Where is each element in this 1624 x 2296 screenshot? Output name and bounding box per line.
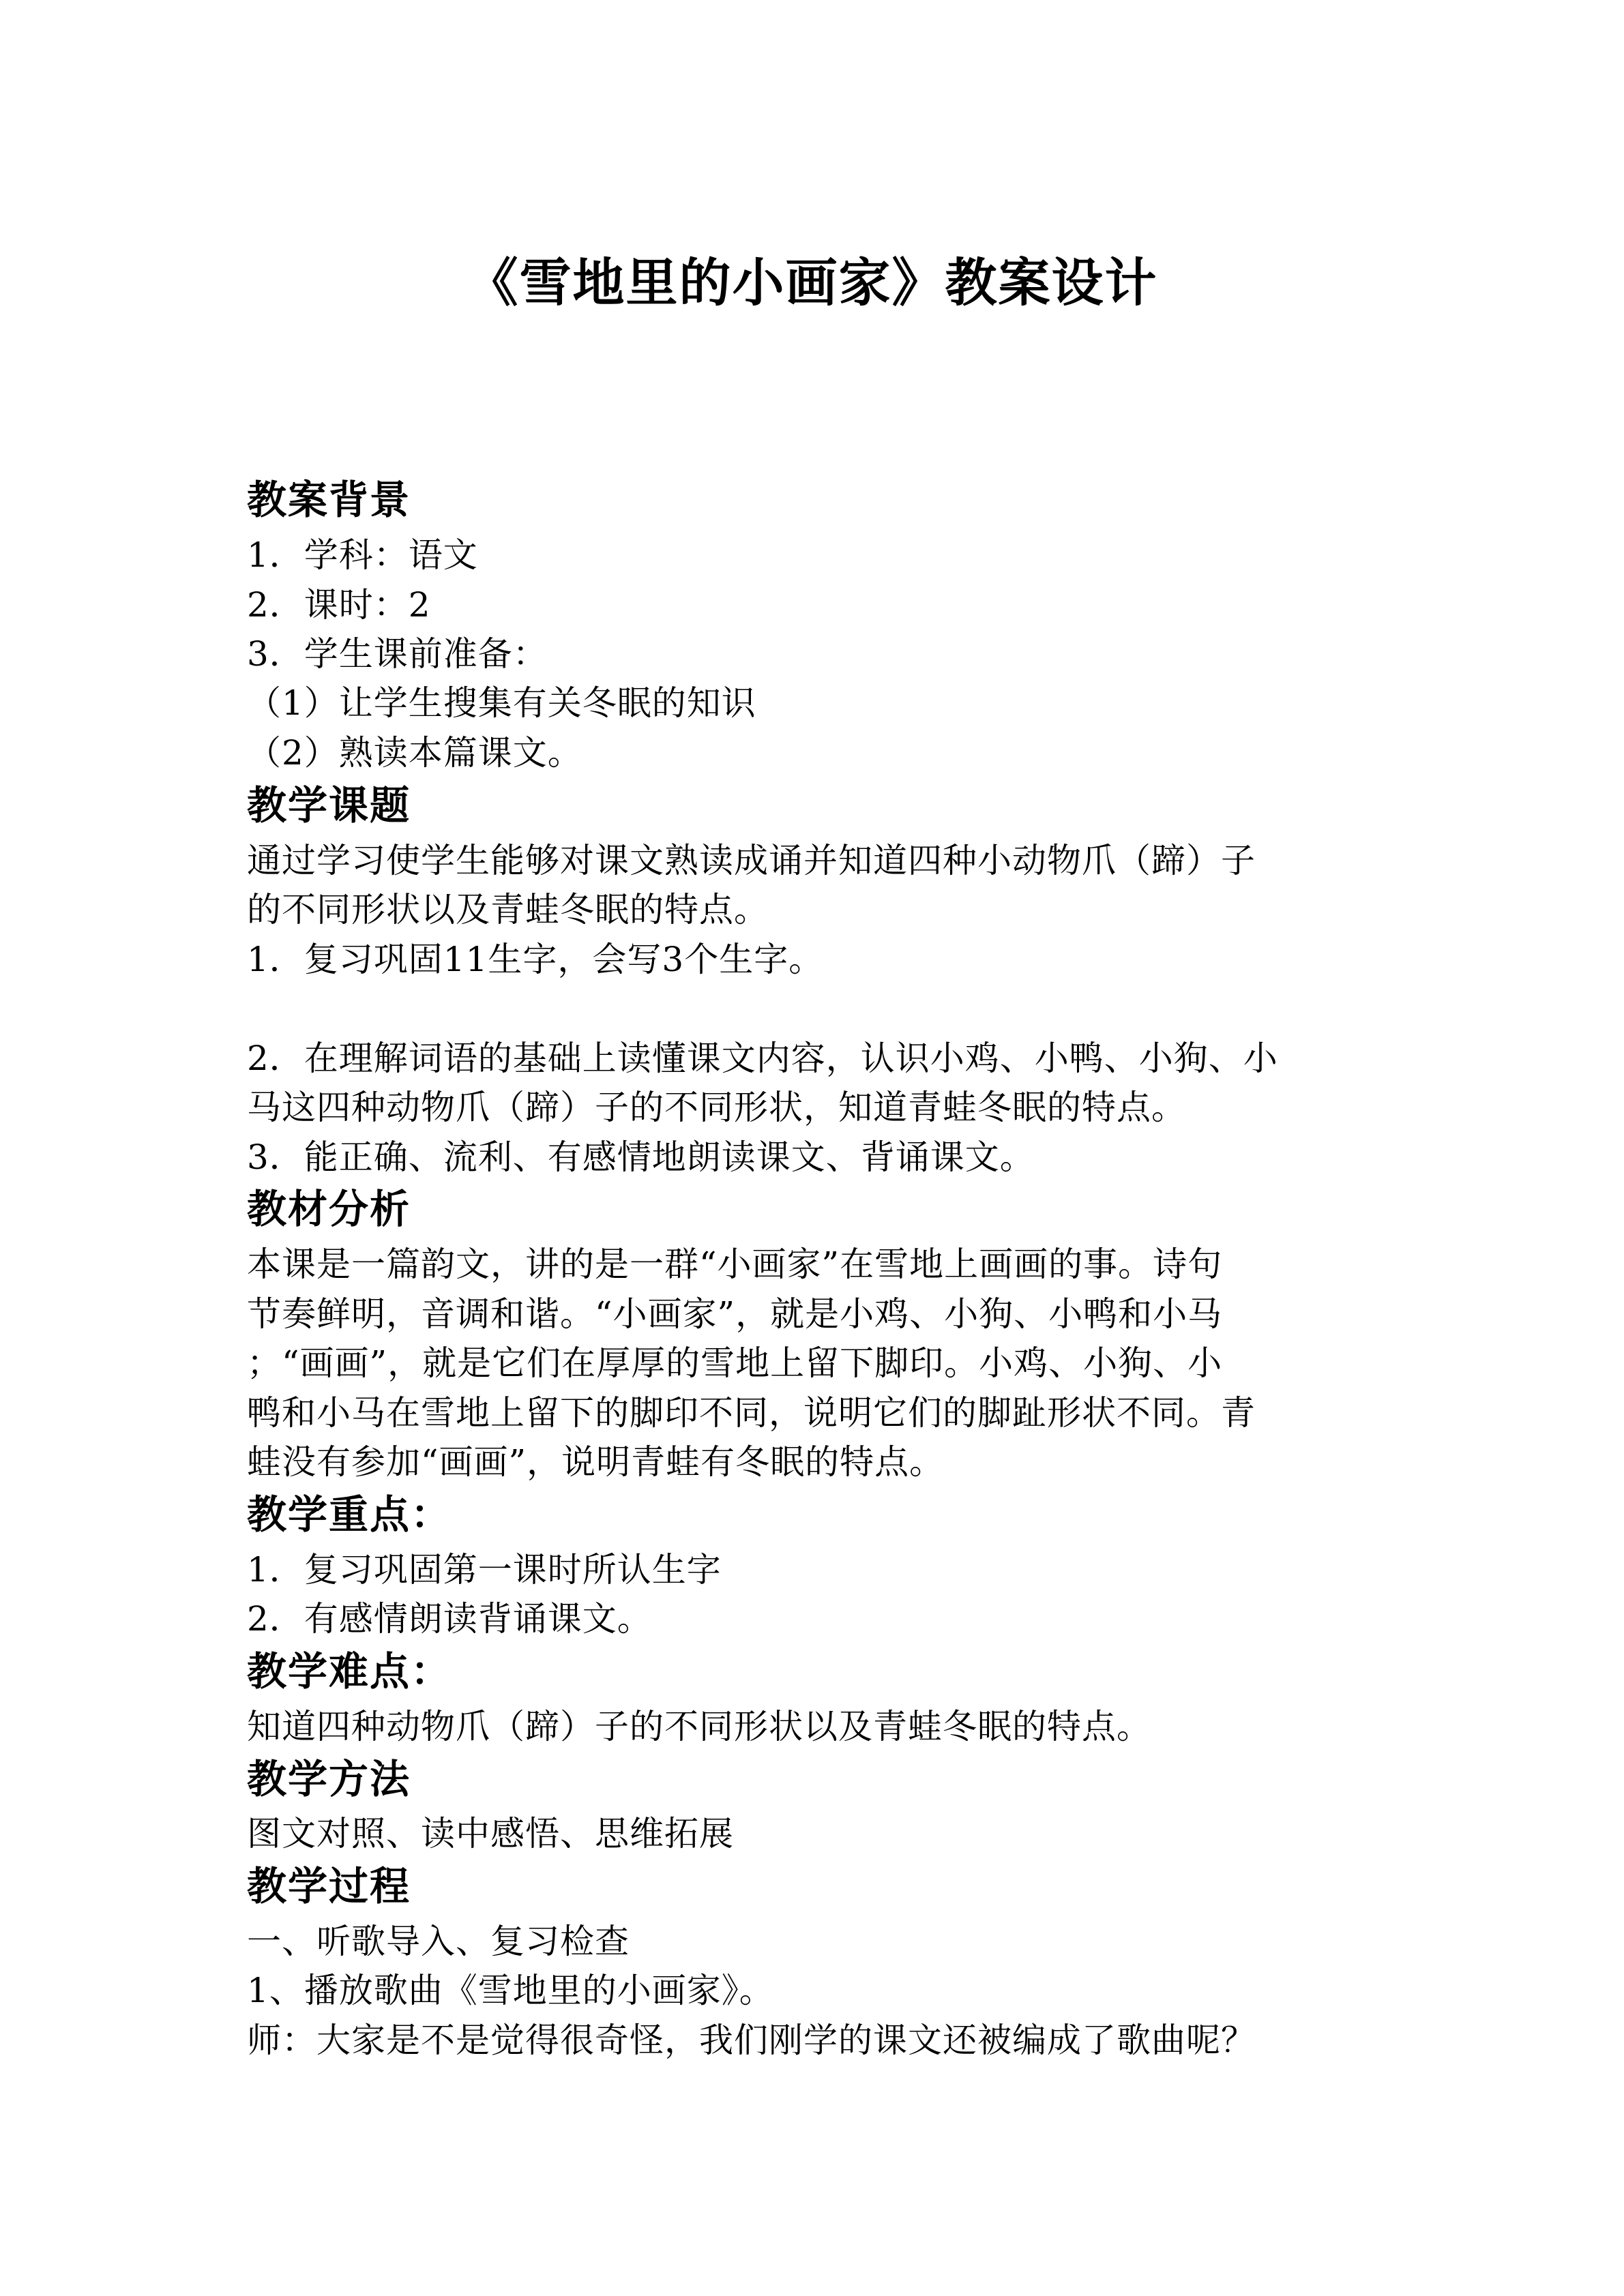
text-line: 1．复习巩固第一课时所认生字 <box>247 1550 722 1590</box>
text-line: 3．能正确、流利、有感情地朗读课文、背诵课文。 <box>247 1137 1035 1177</box>
text-line: 师：大家是不是觉得很奇怪，我们刚学的课文还被编成了歌曲呢？ <box>247 2021 1256 2060</box>
text-line: 通过学习使学生能够对课文熟读成诵并知道四种小动物爪（蹄）子 <box>247 841 1256 880</box>
section-heading-key-points: 教学重点： <box>247 1491 452 1538</box>
text-line: 图文对照、读中感悟、思维拓展 <box>247 1814 734 1853</box>
text-line: （2）熟读本篇课文。 <box>247 733 582 773</box>
text-line: 1、播放歌曲《雪地里的小画家》。 <box>247 1971 774 2010</box>
text-line: 1．学科：语文 <box>247 535 478 575</box>
section-heading-topic: 教学课题 <box>247 782 411 829</box>
text-line: 3．学生课前准备： <box>247 634 548 674</box>
text-line: 马这四种动物爪（蹄）子的不同形状，知道青蛙冬眠的特点。 <box>247 1088 1186 1127</box>
text-line: 2．有感情朗读背诵课文。 <box>247 1599 652 1639</box>
section-heading-methods: 教学方法 <box>247 1756 411 1802</box>
text-line: 知道四种动物爪（蹄）子的不同形状以及青蛙冬眠的特点。 <box>247 1707 1151 1746</box>
text-line: 鸭和小马在雪地上留下的脚印不同，说明它们的脚趾形状不同。青 <box>247 1393 1256 1433</box>
text-line: 一、听歌导入、复习检查 <box>247 1922 630 1961</box>
section-heading-analysis: 教材分析 <box>247 1186 411 1232</box>
section-heading-background: 教案背景 <box>247 477 411 523</box>
text-line: 的不同形状以及青蛙冬眠的特点。 <box>247 890 769 929</box>
text-line: 节奏鲜明，音调和谐。“小画家”，就是小鸡、小狗、小鸭和小马 <box>247 1294 1223 1334</box>
text-line: ；“画画”，就是它们在厚厚的雪地上留下脚印。小鸡、小狗、小 <box>247 1343 1223 1383</box>
text-line: 蛙没有参加“画画”，说明青蛙有冬眠的特点。 <box>247 1442 945 1482</box>
document-title: 《雪地里的小画家》教案设计 <box>466 252 1158 313</box>
text-line: 2．在理解词语的基础上读懂课文内容，认识小鸡、小鸭、小狗、小 <box>247 1039 1278 1078</box>
section-heading-process: 教学过程 <box>247 1863 411 1909</box>
section-heading-difficulties: 教学难点： <box>247 1648 452 1695</box>
text-line: （1）让学生搜集有关冬眠的知识 <box>247 683 756 723</box>
text-line: 1．复习巩固11生字，会写3个生字。 <box>247 940 824 979</box>
text-line: 本课是一篇韵文，讲的是一群“小画家”在雪地上画画的事。诗句 <box>247 1244 1223 1284</box>
text-line: 2．课时：2 <box>247 585 431 625</box>
